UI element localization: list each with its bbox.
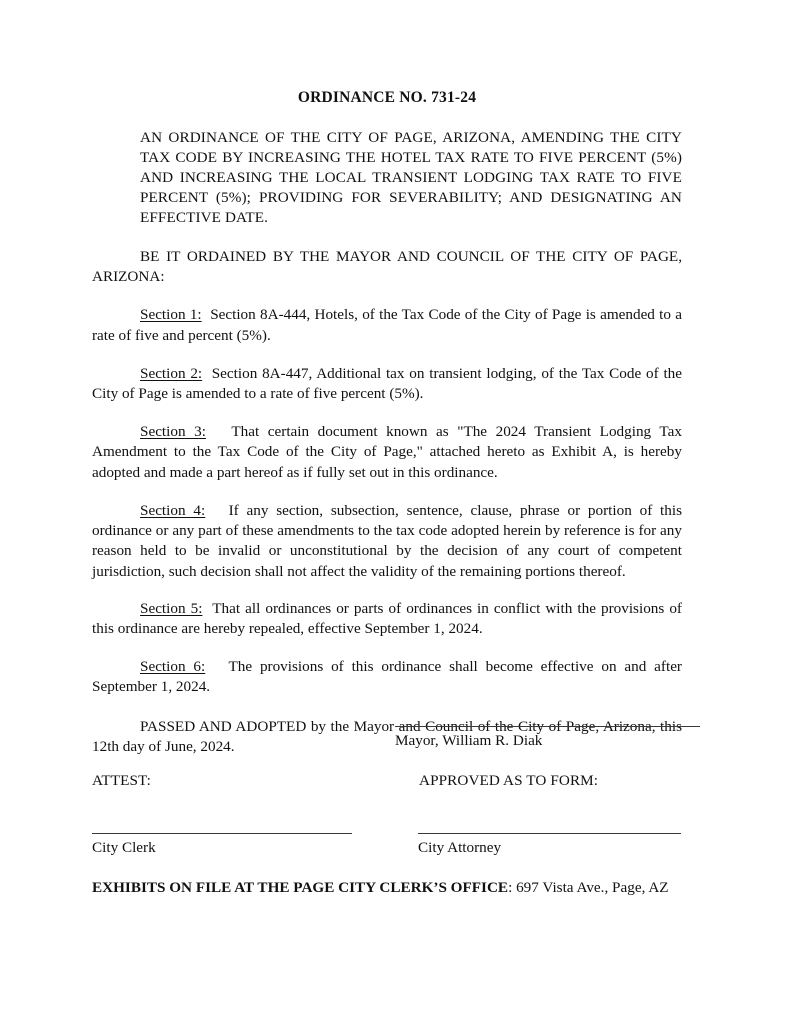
page-title: ORDINANCE NO. 731-24: [297, 89, 477, 106]
mayor-signature-block: [395, 726, 700, 750]
section-label-6: Section 6:: [140, 658, 206, 676]
city-attorney-caption: City Attorney: [418, 839, 502, 856]
section-spacer-5: [202, 600, 212, 617]
section-paragraph-1: [92, 287, 682, 345]
section-body-6: The provisions of this ordinance shall become effective on and after September 1, 2024.: [92, 658, 682, 696]
section-paragraph-4: [92, 483, 682, 582]
section-spacer-4: [205, 502, 228, 519]
city-clerk-signature-block: [92, 833, 352, 857]
section-paragraph-6: [92, 639, 682, 697]
city-attorney-signature-block: [418, 833, 681, 857]
section-paragraph-3: [92, 404, 682, 483]
city-clerk-caption: City Clerk: [92, 839, 156, 856]
section-spacer-3: [206, 423, 231, 440]
document-body: [92, 0, 682, 757]
exhibits-note: [92, 878, 680, 899]
section-label-1: Section 1:: [140, 306, 202, 324]
section-body-3: That certain document known as "The 2024 Transient Lodging Tax Amendment to the Tax Code of the City of Page," attached hereto as Exhibit A, is hereby adopted and made a part hereof as if fully set out in this ordinance.: [92, 423, 682, 481]
attest-label: ATTEST:: [92, 772, 152, 789]
section-spacer-6: [205, 658, 228, 675]
exhibits-heading: EXHIBITS ON FILE AT THE PAGE CITY CLERK’S OFFICE: [92, 879, 509, 896]
section-paragraph-2: [92, 346, 682, 404]
section-label-5: Section 5:: [140, 599, 203, 617]
section-body-5: That all ordinances or parts of ordinances in conflict with the provisions of this ordinance are hereby repealed, effective September 1, 2024.: [92, 599, 682, 637]
preamble-paragraph: AN ORDINANCE OF THE CITY OF PAGE, ARIZONA, AMENDING THE CITY TAX CODE BY INCREASING THE HOTEL TAX RATE TO FIVE PERCENT (5%) AND INCREASING THE LOCAL TRANSIENT LODGING TAX RATE TO FIVE PERCENT (5%); PROVIDING FOR SEVERABILITY; AND DESIGNATING AN EFFECTIVE DATE.: [140, 128, 682, 226]
section-body-4: If any section, subsection, sentence, clause, phrase or portion of this ordinance or any part of these amendments to the tax code adopted herein by reference is for any reason held to be invalid or unconstitutional by the decision of any court of competent jurisdiction, such decision shall not affect the validity of the remaining portions thereof.: [92, 501, 683, 580]
adoption-paragraph: PASSED AND ADOPTED by the Mayor and Council of the City of Page, Arizona, this 12th day of June, 2024.: [92, 717, 682, 755]
approved-as-to-form-label: APPROVED AS TO FORM:: [419, 772, 599, 789]
section-spacer-2: [202, 365, 212, 382]
section-paragraph-5: [92, 582, 682, 639]
ordaining-clause: BE IT ORDAINED BY THE MAYOR AND COUNCIL OF THE CITY OF PAGE, ARIZONA:: [92, 247, 682, 286]
section-text-1: [202, 306, 211, 323]
section-label-3: Section 3:: [140, 423, 206, 441]
section-label-2: Section 2:: [140, 364, 203, 382]
section-body-2: Section 8A-447, Additional tax on transient lodging, of the Tax Code of the City of Page is amended to a rate of five percent (5%).: [92, 364, 682, 402]
section-label-4: Section 4:: [140, 501, 206, 519]
mayor-signature-caption: Mayor, William R. Diak: [395, 732, 543, 749]
exhibits-address: : 697 Vista Ave., Page, AZ: [508, 879, 669, 896]
section-body-1: Section 8A-444, Hotels, of the Tax Code of the City of Page is amended to a rate of five and percent (5%).: [92, 306, 682, 344]
